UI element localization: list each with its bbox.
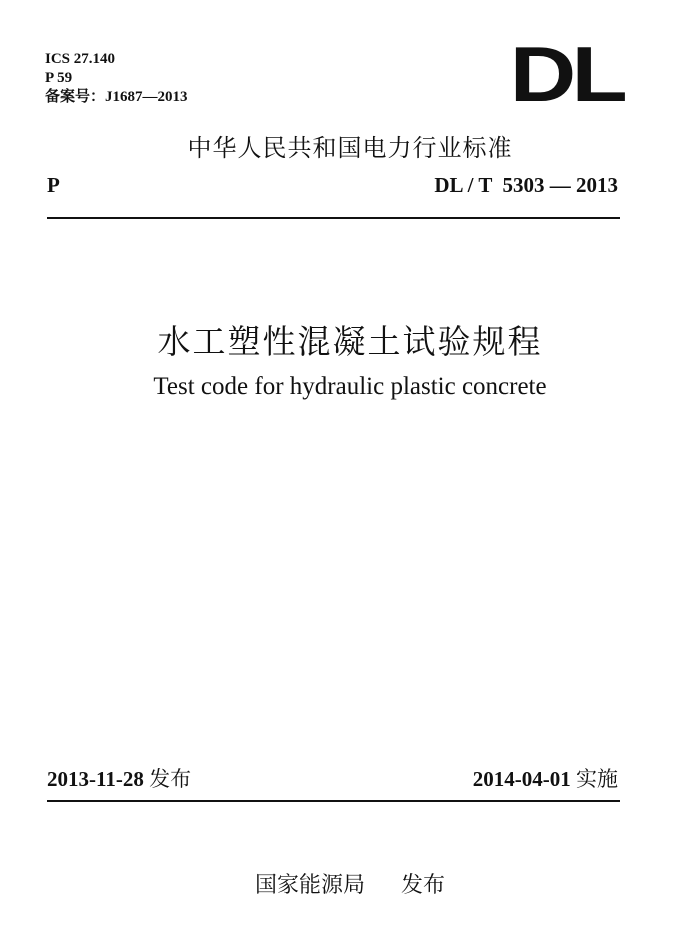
standard-type: 中华人民共和国电力行业标准 bbox=[187, 134, 513, 162]
footer-divider bbox=[47, 800, 620, 802]
issuer bbox=[0, 868, 700, 899]
implement-date: 2014-04-01 bbox=[472, 767, 571, 791]
document-title-english: Test code for hydraulic plastic concrete bbox=[153, 373, 547, 400]
class-code: P bbox=[47, 173, 60, 197]
publish-info bbox=[47, 763, 191, 793]
publish-label: 发布 bbox=[149, 767, 192, 791]
issuer-action: 发布 bbox=[401, 873, 446, 898]
implement-info bbox=[473, 763, 618, 793]
cover-metadata bbox=[45, 50, 188, 107]
implement-label: 实施 bbox=[576, 767, 618, 791]
issuer-name: 国家能源局 bbox=[254, 873, 365, 898]
header-divider bbox=[47, 217, 620, 219]
document-title-chinese: 水工塑性混凝土试验规程 bbox=[157, 322, 543, 361]
ics-code: ICS 27.140 bbox=[45, 51, 116, 67]
dl-logo: DL bbox=[509, 30, 623, 118]
publish-date: 2013-11-28 bbox=[47, 767, 144, 791]
classification-code: P 59 bbox=[45, 70, 73, 86]
record-number: 备案号：J1687—2013 bbox=[45, 89, 188, 105]
standard-number: DL / T 5303 — 2013 bbox=[434, 173, 618, 197]
